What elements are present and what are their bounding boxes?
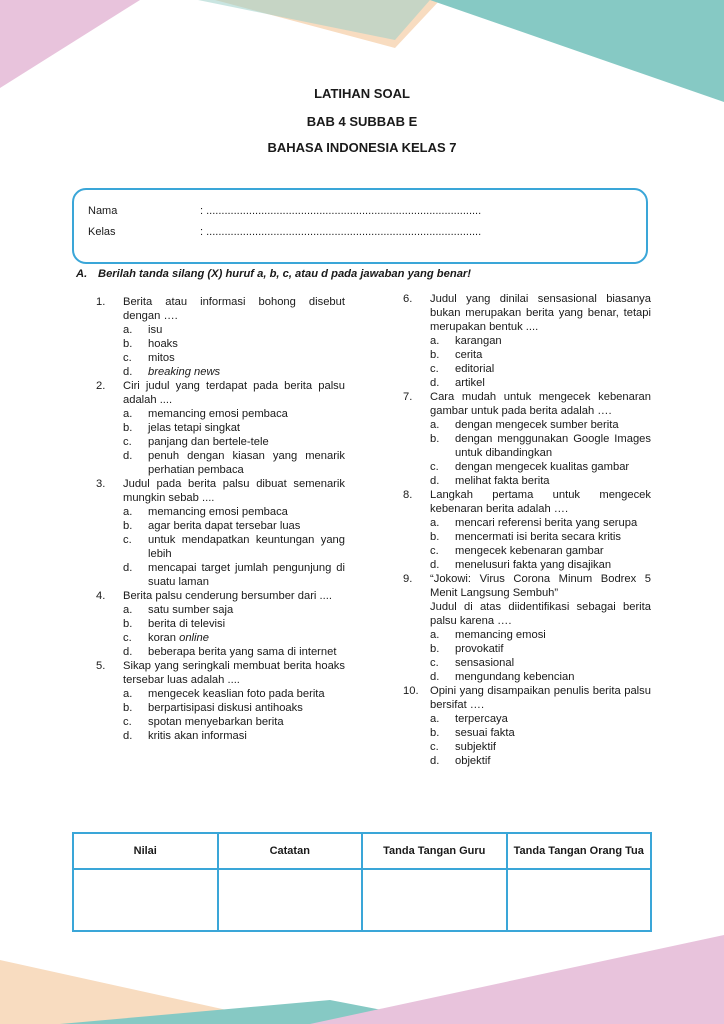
question-text: Berita atau informasi bohong disebut dengan …. — [123, 296, 345, 322]
option-text: memancing emosi pembaca — [148, 506, 288, 518]
question — [96, 659, 345, 743]
option-text: panjang dan bertele-tele — [148, 436, 269, 448]
option-text: artikel — [455, 377, 485, 389]
question — [403, 488, 651, 572]
answer-option[interactable] — [430, 432, 651, 460]
option-text: jelas tetapi singkat — [148, 422, 241, 434]
answer-option[interactable] — [430, 418, 651, 432]
option-text — [148, 631, 345, 645]
answer-option[interactable] — [123, 687, 345, 701]
option-letter: c. — [430, 657, 439, 669]
question-number: 3. — [96, 478, 106, 490]
option-letter: c. — [123, 352, 132, 364]
answer-option[interactable] — [123, 337, 345, 351]
title-line-2: BAB 4 SUBBAB E — [306, 114, 418, 129]
option-text: sesuai fakta — [455, 727, 515, 739]
option-text: agar berita dapat tersebar luas — [148, 520, 301, 532]
answer-option[interactable] — [123, 365, 345, 379]
title-line-1: LATIHAN SOAL — [314, 86, 410, 101]
option-text: menelusuri fakta yang disajikan — [455, 559, 612, 571]
question — [96, 295, 345, 379]
questions-right-column — [403, 292, 651, 768]
answer-option[interactable] — [430, 474, 651, 488]
answer-option[interactable] — [430, 348, 651, 362]
option-letter: c. — [123, 632, 132, 644]
option-text: subjektif — [455, 741, 497, 753]
answer-option[interactable] — [430, 656, 651, 670]
option-letter: c. — [430, 545, 439, 557]
option-text: melihat fakta berita — [455, 475, 550, 487]
option-letter: a. — [123, 688, 133, 700]
answer-option[interactable] — [430, 460, 651, 474]
option-text: karangan — [455, 335, 502, 347]
answer-option[interactable] — [430, 362, 651, 376]
option-text: breaking news — [148, 366, 221, 378]
answer-option[interactable] — [430, 558, 651, 572]
option-text: satu sumber saja — [148, 604, 234, 616]
option-letter: c. — [430, 363, 439, 375]
question-headline: “Jokowi: Virus Corona Minum Bodrex 5 Menit Langsung Sembuh” — [430, 573, 651, 599]
question-number: 9. — [403, 573, 413, 585]
option-text: berita di televisi — [148, 618, 226, 630]
option-letter: a. — [123, 324, 133, 336]
answer-option[interactable] — [123, 323, 345, 337]
option-text: isu — [148, 324, 163, 336]
answer-option[interactable] — [123, 421, 345, 435]
option-letter: b. — [123, 520, 133, 532]
answer-option[interactable] — [123, 505, 345, 519]
answer-option[interactable] — [123, 351, 345, 365]
option-text: mitos — [148, 352, 175, 364]
answer-option[interactable] — [123, 729, 345, 743]
option-text: memancing emosi pembaca — [148, 408, 288, 420]
answer-option[interactable] — [430, 726, 651, 740]
question-text: Judul yang dinilai sensasional biasanya bukan merupakan berita yang benar, tetapi merupakan bentuk .... — [430, 293, 651, 333]
option-text: dengan menggunakan Google Images untuk dibandingkan — [455, 433, 651, 459]
header-nilai: Nilai — [73, 833, 218, 869]
questions-left-column — [96, 295, 345, 743]
answer-option[interactable] — [430, 670, 651, 684]
question-number: 8. — [403, 489, 413, 501]
signature-table-input-row — [73, 869, 651, 931]
question-number: 7. — [403, 391, 413, 403]
answer-option[interactable] — [430, 754, 651, 768]
question-number: 5. — [96, 660, 106, 672]
teal-top-strip-shape — [198, 0, 430, 40]
option-letter: a. — [430, 713, 440, 725]
option-text: mencermati isi berita secara kritis — [455, 531, 621, 543]
option-text: dengan mengecek sumber berita — [455, 419, 619, 431]
header-tanda-tangan-orang-tua: Tanda Tangan Orang Tua — [507, 833, 652, 869]
name-field[interactable]: : .......................................................................................... — [200, 205, 482, 217]
answer-option[interactable] — [430, 334, 651, 348]
option-text: berpartisipasi diskusi antihoaks — [148, 702, 303, 714]
signature-table-header-row — [73, 833, 651, 869]
option-text: sensasional — [455, 657, 515, 669]
option-letter: b. — [430, 531, 440, 543]
option-letter: c. — [123, 716, 132, 728]
option-text: editorial — [455, 363, 495, 375]
option-letter: c. — [123, 436, 132, 448]
option-text: untuk mendapatkan keuntungan yang lebih — [148, 534, 345, 560]
option-letter: b. — [123, 422, 133, 434]
option-letter: b. — [123, 338, 133, 350]
question-number: 1. — [96, 296, 106, 308]
answer-option[interactable] — [123, 701, 345, 715]
option-letter: c. — [430, 741, 439, 753]
option-letter: d. — [430, 671, 440, 683]
option-text: objektif — [455, 755, 491, 767]
answer-option[interactable] — [430, 642, 651, 656]
option-letter: b. — [430, 643, 440, 655]
question-text: Judul pada berita palsu dibuat semenarik mungkin sebab .... — [123, 478, 345, 504]
section-instruction-text: Berilah tanda silang (X) huruf a, b, c, atau d pada jawaban yang benar! — [98, 268, 471, 280]
option-letter: d. — [123, 646, 133, 658]
question-text: Ciri judul yang terdapat pada berita palsu adalah .... — [123, 380, 345, 406]
answer-option[interactable] — [123, 631, 345, 645]
option-text: terpercaya — [455, 713, 508, 725]
pink-bottom-shape — [310, 935, 724, 1024]
title-line-3: BAHASA INDONESIA KELAS 7 — [267, 140, 457, 155]
section-letter: A. — [76, 268, 88, 280]
identity-box — [72, 188, 648, 264]
option-text: beberapa berita yang sama di internet — [148, 646, 337, 658]
answer-option[interactable] — [123, 407, 345, 421]
option-letter: d. — [123, 450, 133, 462]
question-text: Langkah pertama untuk mengecek kebenaran berita adalah …. — [430, 489, 651, 515]
option-text: dengan mengecek kualitas gambar — [455, 461, 630, 473]
catatan-cell[interactable] — [218, 869, 363, 931]
question-number: 4. — [96, 590, 106, 602]
question-text: Berita palsu cenderung bersumber dari .... — [123, 590, 332, 602]
nilai-cell[interactable] — [73, 869, 218, 931]
question — [403, 572, 651, 684]
answer-option[interactable] — [430, 740, 651, 754]
option-letter: a. — [430, 335, 440, 347]
question-text: Opini yang disampaikan penulis berita palsu bersifat …. — [430, 685, 651, 711]
answer-option[interactable] — [123, 603, 345, 617]
option-letter: d. — [123, 562, 133, 574]
question — [96, 589, 345, 659]
option-letter: d. — [430, 559, 440, 571]
answer-option[interactable] — [123, 449, 345, 477]
question-text: Cara mudah untuk mengecek kebenaran gambar untuk pada berita adalah …. — [430, 391, 651, 417]
option-letter: d. — [430, 475, 440, 487]
class-label: Kelas — [88, 226, 116, 238]
question-number: 2. — [96, 380, 106, 392]
option-letter: d. — [123, 366, 133, 378]
option-letter: a. — [430, 517, 440, 529]
pink-corner-shape — [0, 0, 140, 88]
answer-option[interactable] — [430, 530, 651, 544]
option-letter: b. — [123, 618, 133, 630]
answer-option[interactable] — [430, 516, 651, 530]
answer-option[interactable] — [123, 617, 345, 631]
option-text: hoaks — [148, 338, 178, 350]
question-text: Judul di atas diidentifikasi sebagai berita palsu karena …. — [430, 601, 651, 627]
header-catatan: Catatan — [218, 833, 363, 869]
option-letter: a. — [123, 604, 133, 616]
option-text: cerita — [455, 349, 483, 361]
question — [96, 379, 345, 477]
teacher-signature-cell[interactable] — [362, 869, 507, 931]
option-letter: b. — [430, 349, 440, 361]
class-field[interactable]: : .......................................................................................... — [200, 226, 482, 238]
option-letter: d. — [123, 730, 133, 742]
option-text: provokatif — [455, 643, 504, 655]
option-text: spotan menyebarkan berita — [148, 716, 284, 728]
option-text: memancing emosi — [455, 629, 546, 641]
question — [403, 292, 651, 390]
answer-option[interactable] — [430, 544, 651, 558]
option-letter: b. — [123, 702, 133, 714]
question-text: Sikap yang seringkali membuat berita hoaks tersebar luas adalah .... — [123, 660, 345, 686]
name-label: Nama — [88, 205, 118, 217]
answer-option[interactable] — [123, 715, 345, 729]
option-letter: d. — [430, 755, 440, 767]
answer-option[interactable] — [123, 435, 345, 449]
answer-option[interactable] — [430, 712, 651, 726]
question — [403, 390, 651, 488]
question — [403, 684, 651, 768]
option-letter: a. — [430, 419, 440, 431]
option-letter: a. — [430, 629, 440, 641]
option-letter: d. — [430, 377, 440, 389]
answer-option[interactable] — [123, 561, 345, 589]
answer-option[interactable] — [430, 628, 651, 642]
option-letter: a. — [123, 408, 133, 420]
parent-signature-cell[interactable] — [507, 869, 652, 931]
option-text-italic: online — [179, 632, 209, 644]
signature-table — [72, 832, 652, 932]
option-letter: b. — [430, 727, 440, 739]
option-text: penuh dengan kiasan yang menarik perhatian pembaca — [148, 450, 345, 476]
question-number: 10. — [403, 685, 419, 697]
question — [96, 477, 345, 589]
option-text: mengecek keaslian foto pada berita — [148, 688, 325, 700]
option-text: mengecek kebenaran gambar — [455, 545, 604, 557]
answer-option[interactable] — [123, 519, 345, 533]
answer-option[interactable] — [430, 376, 651, 390]
question-number: 6. — [403, 293, 413, 305]
answer-option[interactable] — [123, 533, 345, 561]
option-text: mencapai target jumlah pengunjung di suatu laman — [148, 562, 345, 588]
header-tanda-tangan-guru: Tanda Tangan Guru — [362, 833, 507, 869]
answer-option[interactable] — [123, 645, 345, 659]
option-letter: c. — [430, 461, 439, 473]
option-letter: c. — [123, 534, 132, 546]
option-letter: b. — [430, 433, 440, 445]
option-text: kritis akan informasi — [148, 730, 247, 742]
option-text: mencari referensi berita yang serupa — [455, 517, 638, 529]
option-text: mengundang kebencian — [455, 671, 575, 683]
option-text-main: koran — [148, 632, 180, 644]
option-letter: a. — [123, 506, 133, 518]
